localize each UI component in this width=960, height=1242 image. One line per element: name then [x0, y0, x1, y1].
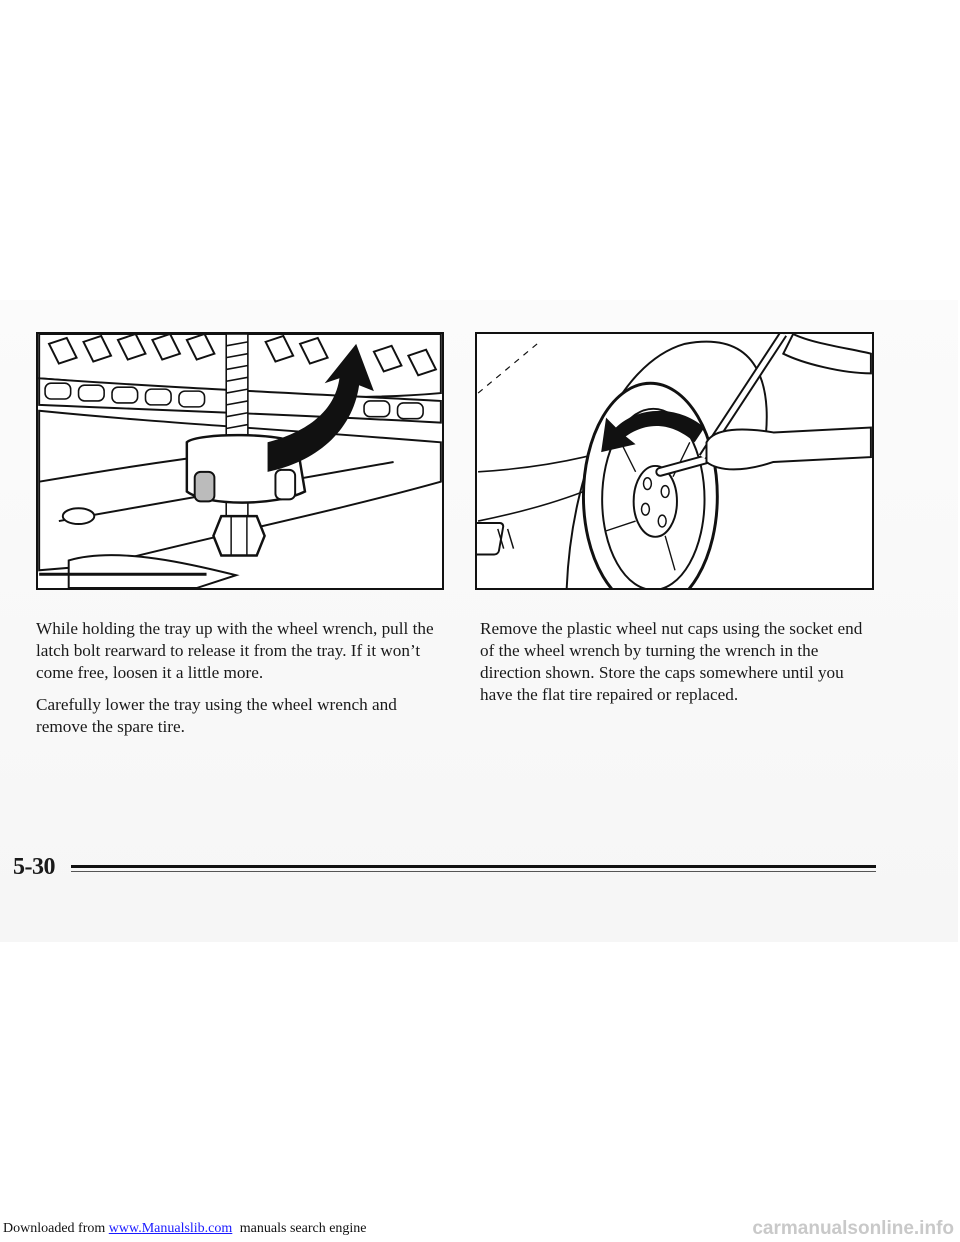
- page-number: 5-30: [13, 854, 55, 880]
- download-attribution: [3, 1221, 367, 1237]
- latch-drawing: [38, 334, 442, 588]
- footer-rule: [71, 865, 876, 868]
- manualslib-link[interactable]: www.Manualslib.com: [108, 1221, 233, 1236]
- footer-rule-thin: [71, 871, 876, 872]
- left-text-column: [36, 618, 440, 748]
- wheel-drawing: [477, 334, 872, 588]
- right-text-column: [480, 618, 880, 716]
- download-prefix: Downloaded from: [3, 1221, 106, 1236]
- left-paragraph-2: Carefully lower the tray using the wheel wrench and remove the spare tire.: [36, 695, 397, 736]
- wheel-nut-cap-removal-illustration: [475, 332, 874, 590]
- watermark: carmanualsonline.info: [752, 1218, 954, 1239]
- right-paragraph-1: Remove the plastic wheel nut caps using the socket end of the wheel wrench by turning the wrench in the direction shown. Store the caps somewhere until you have the flat tire repaired or replaced.: [480, 619, 863, 704]
- spare-tire-tray-latch-illustration: [36, 332, 444, 590]
- left-paragraph-1: While holding the tray up with the wheel wrench, pull the latch bolt rearward to release it from the tray. If it won’t come free, loosen it a little more.: [36, 619, 434, 682]
- download-suffix: manuals search engine: [239, 1221, 367, 1236]
